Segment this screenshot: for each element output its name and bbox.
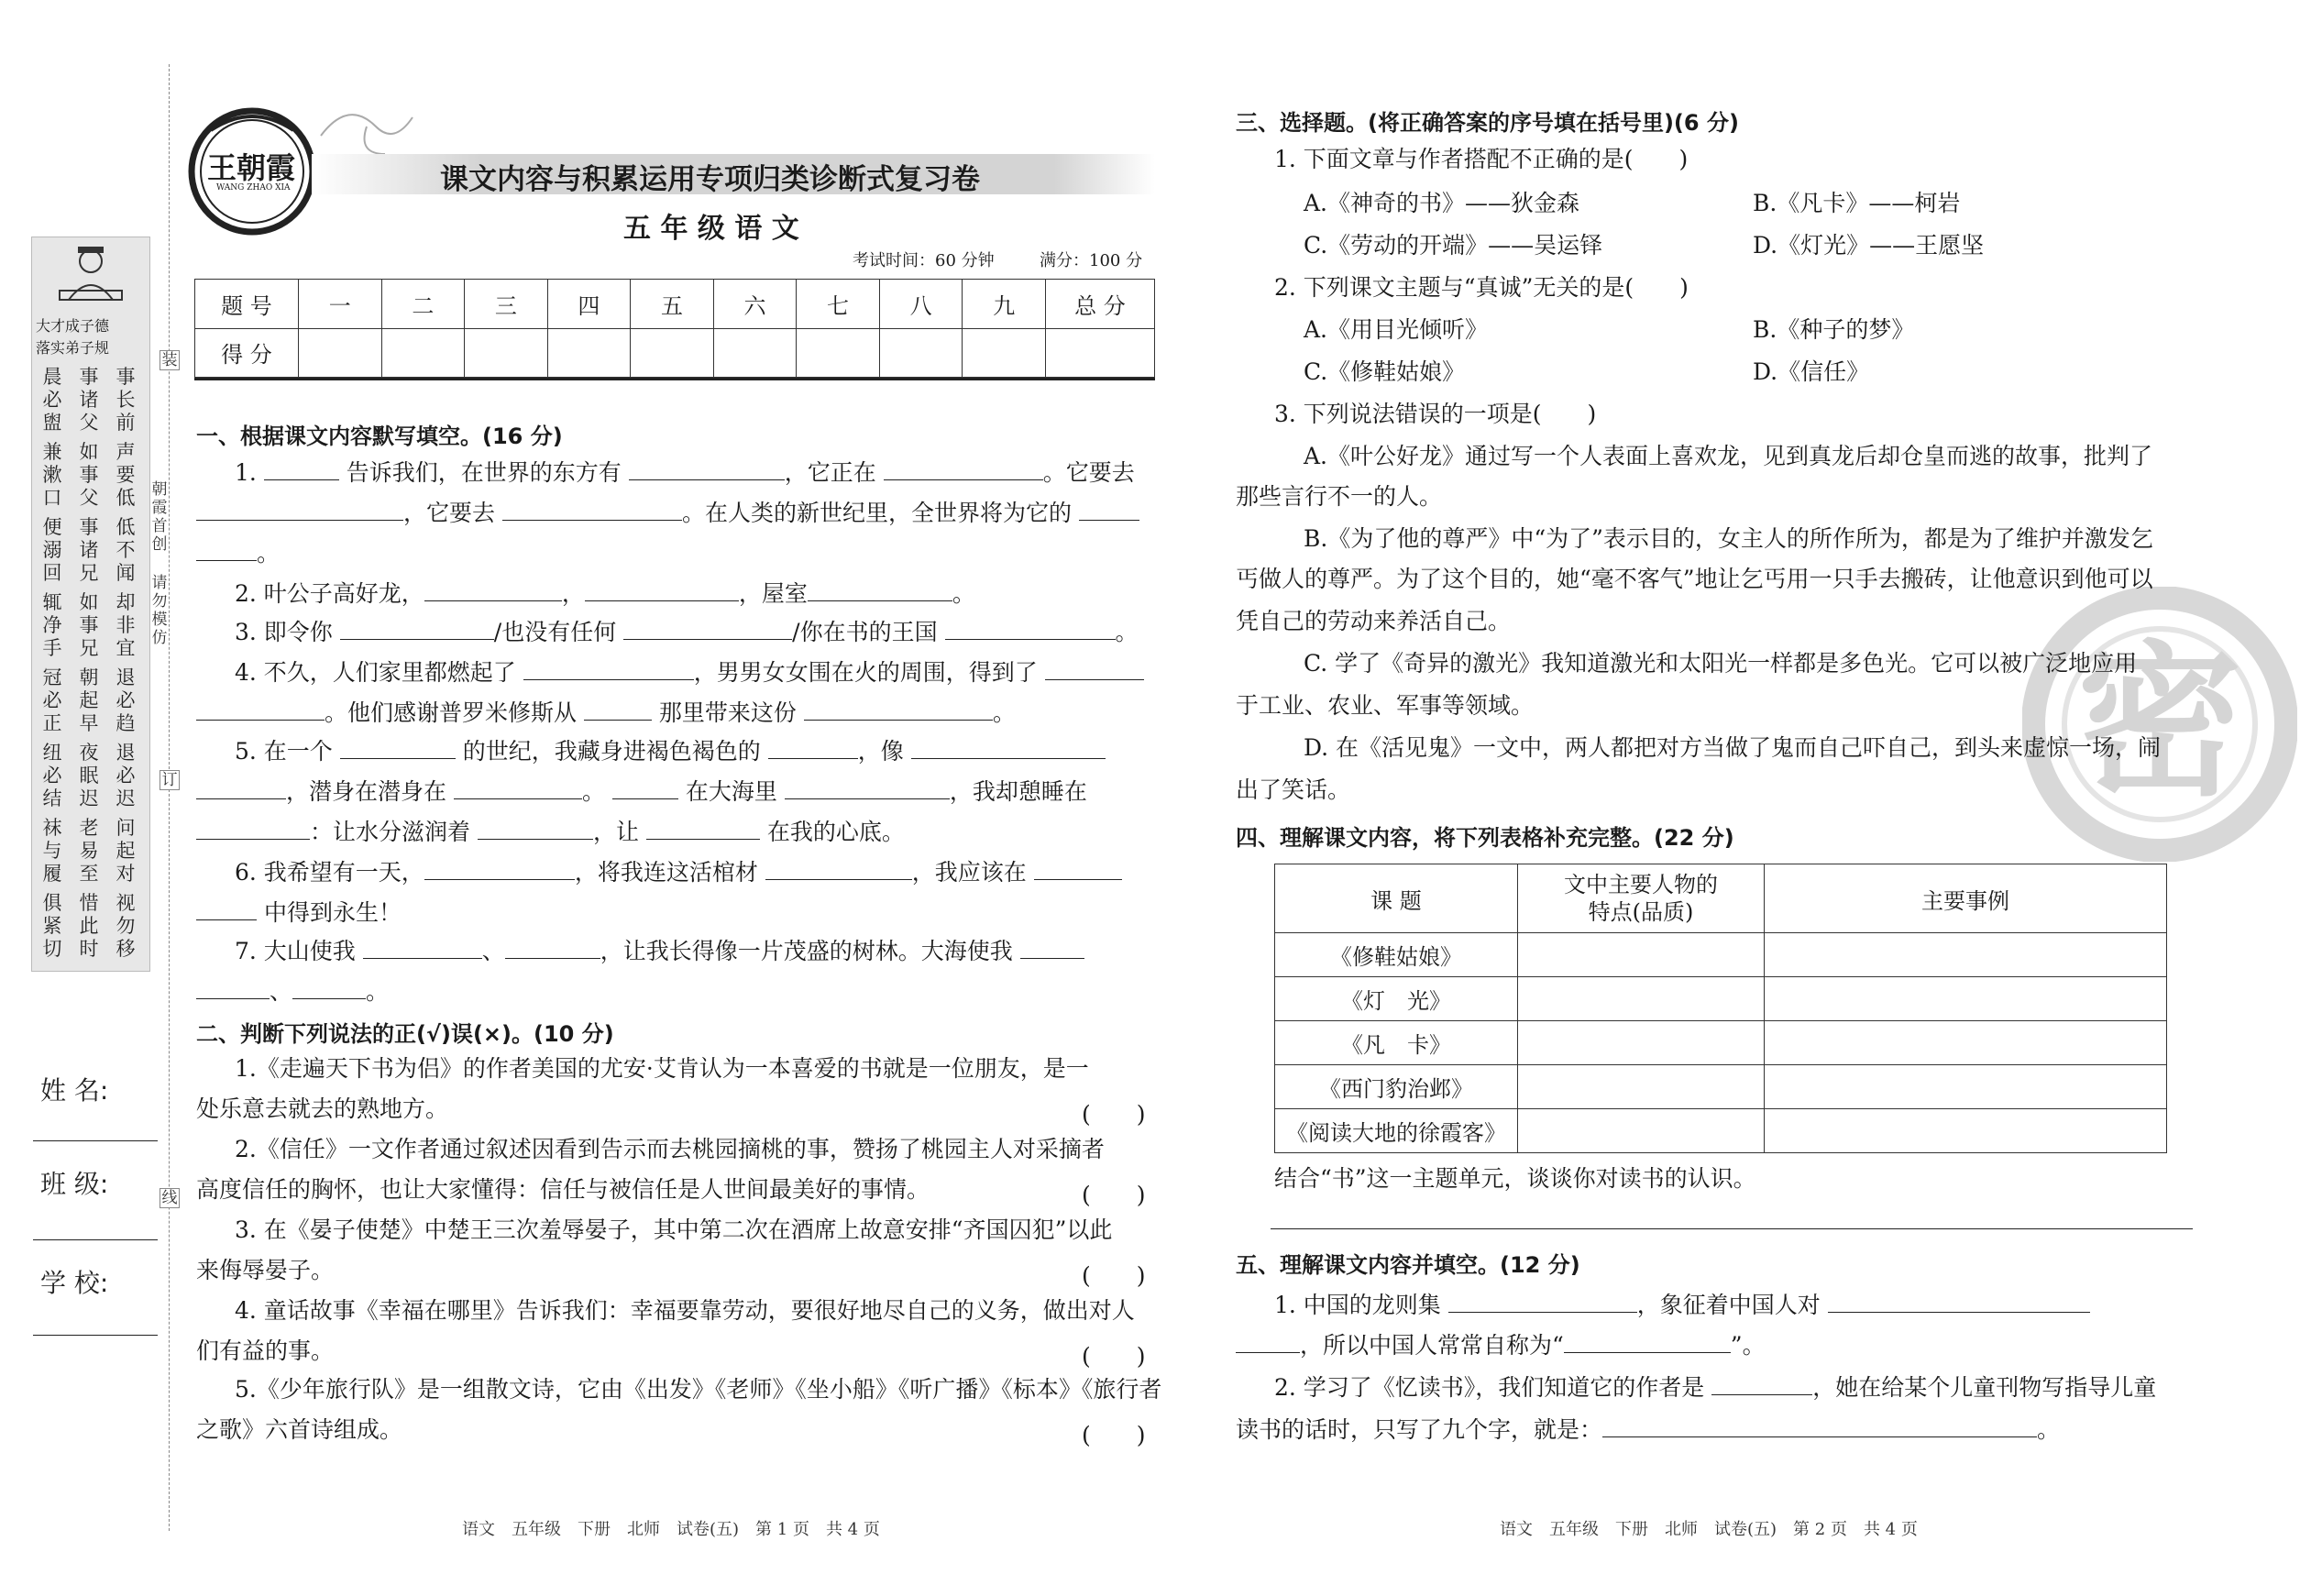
s2-q2-l1: 2.《信任》一文作者通过叙述因看到告示而去桃园摘桃的事，赞扬了桃园主人对采摘者 xyxy=(235,1136,1105,1162)
s3-q3-b-l1[interactable]: B.《为了他的尊严》中“为了”表示目的，女主人的所作所为，都是为了维护并激发乞 xyxy=(1304,525,2153,552)
s5-q2-line2: 读书的话时，只写了九个字，就是： 。 xyxy=(1236,1416,2061,1443)
section1-heading: 一、根据课文内容默写填空。(16 分) xyxy=(196,424,563,449)
blank[interactable] xyxy=(1828,1292,2090,1313)
score-cell: 七 xyxy=(797,280,880,329)
s3-q2: 2. 下列课文主题与“真诚”无关的是( ) xyxy=(1274,274,1689,301)
s2-q2-answer[interactable]: ( ) xyxy=(1082,1182,1146,1208)
s2-q4-l1: 4. 童话故事《幸福在哪里》告诉我们：幸福要靠劳动，要很好地尽自己的义务，做出对人 xyxy=(235,1297,1135,1324)
table-row xyxy=(1275,1021,2167,1065)
s5-q2-line1: 2. 学习了《忆读书》，我们知道它的作者是 ，她在给某个儿童刊物写指导儿童 xyxy=(1274,1374,2157,1401)
traits-cell[interactable] xyxy=(1518,933,1765,977)
s3-q3-a-l1[interactable]: A.《叶公好龙》通过写一个人表面上喜欢龙，见到真龙后却仓皇而逃的故事，批判了 xyxy=(1304,443,2153,469)
blank[interactable] xyxy=(523,659,694,680)
motto-column: 夜眠迟 xyxy=(79,742,99,809)
score-cell: 一 xyxy=(299,280,382,329)
s3-q3-a-l2: 那些言行不一的人。 xyxy=(1236,483,1443,510)
section4-answer-line[interactable] xyxy=(1271,1228,2193,1229)
s3-q1-option-a[interactable]: A.《神奇的书》——狄金森 xyxy=(1304,190,1580,216)
s2-q1-l1: 1.《走遍天下书为侣》的作者美国的尤安·艾肯认为一本喜爱的书就是一位朋友，是一 xyxy=(235,1055,1089,1082)
name-label: 姓 名: xyxy=(40,1075,109,1106)
col-header-traits-l2: 特点(品质) xyxy=(1588,899,1694,925)
score-input-cell[interactable] xyxy=(299,328,382,378)
examples-cell[interactable] xyxy=(1765,1109,2167,1153)
row-title: 《凡 卡》 xyxy=(1275,1021,1518,1065)
s3-q1: 1. 下面文章与作者搭配不正确的是( ) xyxy=(1274,146,1689,172)
motto-column: 兼漱口 xyxy=(42,441,62,509)
col-header-traits xyxy=(1518,864,1765,933)
row-title: 《灯 光》 xyxy=(1275,977,1518,1021)
s1-q7-line1: 7. 大山使我 、 ，让我长得像一片茂盛的树林。大海使我 xyxy=(235,935,1084,968)
s3-q1-option-b[interactable]: B.《凡卡》——柯岩 xyxy=(1753,190,1961,216)
brand-sub: WANG ZHAO XIA xyxy=(216,183,291,193)
score-cell: 六 xyxy=(713,280,797,329)
bind-mark-zhuang: 装 xyxy=(160,350,180,370)
blank[interactable] xyxy=(765,859,912,880)
motto-top-2: 落实弟子规 xyxy=(36,339,110,357)
examples-cell[interactable] xyxy=(1765,1021,2167,1065)
blank[interactable] xyxy=(424,859,575,880)
traits-cell[interactable] xyxy=(1518,1065,1765,1109)
motto-column: 视勿移 xyxy=(116,892,136,960)
bind-mark-ding: 订 xyxy=(160,770,180,790)
s3-q3-d-l1[interactable]: D. 在《活见鬼》一文中，两人都把对方当做了鬼而自己吓自己，到头来虚惊一场，闹 xyxy=(1304,734,2162,761)
row-title: 《西门豹治邺》 xyxy=(1275,1065,1518,1109)
score-input-cell[interactable] xyxy=(1046,328,1155,378)
blank[interactable] xyxy=(196,500,403,521)
examples-cell[interactable] xyxy=(1765,933,2167,977)
s5-q1-line2: ，所以中国人常常自称为“ ”。 xyxy=(1236,1329,1766,1362)
s3-q2-option-a[interactable]: A.《用目光倾听》 xyxy=(1304,316,1489,343)
blank[interactable] xyxy=(478,819,593,840)
blank[interactable] xyxy=(264,459,339,480)
score-cell: 八 xyxy=(879,280,963,329)
s2-q1-l2: 处乐意去就去的熟地方。 xyxy=(196,1095,449,1122)
s1-q6-line1: 6. 我希望有一天， ，将我连这活棺材 ，我应该在 xyxy=(235,856,1122,889)
motto-column: 低不闻 xyxy=(116,516,136,584)
blank[interactable] xyxy=(340,619,494,640)
full-score: 满分：100 分 xyxy=(1040,251,1143,270)
col-header-examples: 主要事例 xyxy=(1765,864,2167,933)
blank[interactable] xyxy=(1045,659,1144,680)
s1-q6-line2: 中得到永生！ xyxy=(196,897,402,930)
section4-table xyxy=(1274,864,2167,1153)
class-field[interactable] xyxy=(33,1239,158,1240)
score-input-cell[interactable] xyxy=(381,328,465,378)
blank[interactable] xyxy=(629,459,785,480)
s2-q5-l2: 之歌》六首诗组成。 xyxy=(196,1416,403,1443)
school-label: 学 校: xyxy=(40,1268,109,1298)
s3-q3-b-l3: 凭自己的劳动来养活自己。 xyxy=(1236,608,1512,634)
school-field[interactable] xyxy=(33,1335,158,1336)
motto-column: 问起对 xyxy=(116,817,136,885)
exam-time: 考试时间：60 分钟 xyxy=(853,251,995,270)
blank[interactable] xyxy=(623,619,792,640)
blank[interactable] xyxy=(612,778,678,799)
blank[interactable] xyxy=(1020,938,1084,959)
section4-heading: 四、理解课文内容，将下列表格补充完整。(22 分) xyxy=(1236,825,1734,851)
side-note-2: 请勿模仿 xyxy=(151,574,168,647)
score-entry-row xyxy=(195,328,1155,378)
exam-title: 课文内容与积累运用专项归类诊断式复习卷 xyxy=(440,163,980,196)
score-cell: 二 xyxy=(381,280,465,329)
score-input-cell[interactable] xyxy=(631,328,714,378)
s1-q1-line2: ，它要去 。在人类的新世纪里，全世界将为它的 xyxy=(196,497,1139,530)
blank[interactable] xyxy=(1711,1374,1812,1395)
score-cell: 总 分 xyxy=(1046,280,1155,329)
section2-heading: 二、判断下列说法的正(√)误(×)。(10 分) xyxy=(196,1021,614,1047)
examples-cell[interactable] xyxy=(1765,977,2167,1021)
s2-q5-l1: 5.《少年旅行队》是一组散文诗，它由《出发》《老师》《坐小船》《听广播》《标本》《旅行者 xyxy=(235,1376,1162,1403)
side-note-1: 朝霞首创 xyxy=(151,480,168,554)
section4-header-row xyxy=(1275,864,2167,933)
blank[interactable] xyxy=(1034,859,1122,880)
motto-column: 朝起早 xyxy=(79,666,99,734)
motto-column: 惜此时 xyxy=(79,892,99,960)
motto-column: 袜与履 xyxy=(42,817,62,885)
score-header-row xyxy=(195,280,1155,329)
name-field[interactable] xyxy=(33,1140,158,1141)
score-row-label: 得 分 xyxy=(195,328,299,378)
brand-name: 王朝霞 xyxy=(207,150,296,185)
s3-q1-option-d[interactable]: D.《灯光》——王愿坚 xyxy=(1753,232,1985,259)
score-table xyxy=(194,279,1155,378)
motto-column: 事诸父 xyxy=(79,366,99,434)
blank[interactable] xyxy=(804,699,993,721)
motto-column: 便溺回 xyxy=(42,516,62,584)
motto-column: 如事兄 xyxy=(79,591,99,659)
score-input-cell[interactable] xyxy=(547,328,631,378)
blank[interactable] xyxy=(808,580,952,601)
blank[interactable] xyxy=(505,938,600,959)
s1-q1-line1: 1. 告诉我们，在世界的东方有 ，它正在 。它要去 xyxy=(235,459,1135,486)
motto-column: 老易至 xyxy=(79,817,99,885)
blank[interactable] xyxy=(1564,1332,1731,1353)
motto-column: 事长前 xyxy=(116,366,136,434)
motto-column: 如事父 xyxy=(79,441,99,509)
blank[interactable] xyxy=(363,938,482,959)
class-label: 班 级: xyxy=(40,1169,109,1199)
table-row xyxy=(1275,1109,2167,1153)
blank[interactable] xyxy=(196,978,270,999)
binding-dashed-line xyxy=(169,64,170,1531)
s1-q4-line2: 。他们感谢普罗米修斯从 那里带来这份 。 xyxy=(196,697,1016,730)
s3-q3-c-l2: 于工业、农业、军事等领域。 xyxy=(1236,692,1535,719)
s3-q2-option-c[interactable]: C.《修鞋姑娘》 xyxy=(1304,358,1466,385)
blank[interactable] xyxy=(585,580,739,601)
s1-q1-line3: 。 xyxy=(196,537,280,570)
blank[interactable] xyxy=(196,699,325,721)
score-cell: 三 xyxy=(465,280,548,329)
row-title: 《阅读大地的徐霞客》 xyxy=(1275,1109,1518,1153)
blank[interactable] xyxy=(785,778,950,799)
section3-heading: 三、选择题。(将正确答案的序号填在括号里)(6 分) xyxy=(1236,110,1739,136)
s1-q5-line2: ，潜身在潜身在 。 在大海里 ，我却憩睡在 xyxy=(196,776,1087,809)
s3-q3-c-l1[interactable]: C. 学了《奇异的激光》我知道激光和太阳光一样都是多色光。它可以被广泛地应用 xyxy=(1304,650,2138,677)
motto-column: 声要低 xyxy=(116,441,136,509)
section4-prompt: 结合“书”这一主题单元，谈谈你对读书的认识。 xyxy=(1274,1165,1756,1192)
score-cell: 题 号 xyxy=(195,280,299,329)
blank[interactable] xyxy=(884,459,1043,480)
blank[interactable] xyxy=(1079,500,1139,521)
blank[interactable] xyxy=(646,819,760,840)
score-input-cell[interactable] xyxy=(879,328,963,378)
examples-cell[interactable] xyxy=(1765,1065,2167,1109)
traits-cell[interactable] xyxy=(1518,1109,1765,1153)
exam-subtitle: 五 年 级 语 文 xyxy=(623,213,799,245)
motto-top-1: 大才成子德 xyxy=(36,317,110,335)
header-divider xyxy=(194,378,1155,380)
s2-q3-l2: 来侮辱晏子。 xyxy=(196,1257,335,1283)
blank[interactable] xyxy=(196,778,286,799)
blank[interactable] xyxy=(945,619,1116,640)
s2-q5-answer[interactable]: ( ) xyxy=(1082,1422,1146,1448)
table-row xyxy=(1275,1065,2167,1109)
s1-q7-line2: 、 。 xyxy=(196,975,389,1008)
motto-column: 退必趋 xyxy=(116,666,136,734)
blank[interactable] xyxy=(454,778,582,799)
blank[interactable] xyxy=(584,699,652,721)
motto-column: 却非宜 xyxy=(116,591,136,659)
blank[interactable] xyxy=(196,899,257,920)
motto-column: 退必迟 xyxy=(116,742,136,809)
s1-q5-line3: ：让水分滋润着 ，让 在我的心底。 xyxy=(196,816,905,849)
s2-q3-l1: 3. 在《晏子使楚》中楚王三次羞辱晏子，其中第二次在酒席上故意安排“齐国囚犯”以此 xyxy=(235,1216,1113,1243)
s2-q1-answer[interactable]: ( ) xyxy=(1082,1101,1146,1128)
blank[interactable] xyxy=(1236,1332,1300,1353)
s1-q4-line1: 4. 不久，人们家里都燃起了 ，男男女女围在火的周围，得到了 xyxy=(235,656,1144,689)
motto-column: 冠必正 xyxy=(42,666,62,734)
s1-q2: 2. 叶公子高好龙， ， ，屋室 。 xyxy=(235,580,975,607)
s3-q3: 3. 下列说法错误的一项是( ) xyxy=(1274,401,1597,427)
s3-q1-option-c[interactable]: C.《劳动的开端》——吴运铎 xyxy=(1304,232,1603,259)
motto-column: 事诸兄 xyxy=(79,516,99,584)
motto-column: 纽必结 xyxy=(42,742,62,809)
score-input-cell[interactable] xyxy=(713,328,797,378)
blank[interactable] xyxy=(768,738,858,759)
score-cell: 四 xyxy=(547,280,631,329)
row-title: 《修鞋姑娘》 xyxy=(1275,933,1518,977)
score-cell: 九 xyxy=(963,280,1046,329)
bind-mark-xian: 线 xyxy=(160,1188,180,1208)
col-header-traits-l1: 文中主要人物的 xyxy=(1564,872,1718,897)
score-input-cell[interactable] xyxy=(963,328,1046,378)
score-cell: 五 xyxy=(631,280,714,329)
scholar-illustration-icon xyxy=(32,243,149,307)
blank[interactable] xyxy=(1448,1292,1637,1313)
motto-column: 辄净手 xyxy=(42,591,62,659)
traits-cell[interactable] xyxy=(1518,977,1765,1021)
s2-q2-l2: 高度信任的胸怀，也让大家懂得：信任与被信任是人世间最美好的事情。 xyxy=(196,1176,930,1203)
motto-column: 俱紧切 xyxy=(42,892,62,960)
s1-q5-line1: 5. 在一个 的世纪，我藏身进褐色褐色的 ，像 xyxy=(235,735,1106,768)
blank[interactable] xyxy=(911,738,1106,759)
s3-q3-b-l2: 丐做人的尊严。为了这个目的，她“毫不客气”地让乞丐用一只手去搬砖，让他意识到他可以 xyxy=(1236,566,2153,592)
table-row xyxy=(1275,977,2167,1021)
blank[interactable] xyxy=(196,819,310,840)
section5-heading: 五、理解课文内容并填空。(12 分) xyxy=(1236,1252,1580,1278)
blank[interactable] xyxy=(502,500,682,521)
table-row xyxy=(1275,933,2167,977)
traits-cell[interactable] xyxy=(1518,1021,1765,1065)
s3-q2-option-b[interactable]: B.《种子的梦》 xyxy=(1753,316,1915,343)
blank[interactable] xyxy=(424,580,562,601)
motto-panel xyxy=(31,237,150,972)
col-header-title: 课 题 xyxy=(1275,864,1518,933)
confidential-seal-text: 密 xyxy=(2077,625,2243,819)
s3-q3-d-l2: 出了笑话。 xyxy=(1236,776,1351,803)
motto-column: 晨必盥 xyxy=(42,366,62,434)
s2-q3-answer[interactable]: ( ) xyxy=(1082,1262,1146,1289)
s1-q3: 3. 即令你 /也没有任何 /你在书的王国 。 xyxy=(235,619,1139,645)
s2-q4-answer[interactable]: ( ) xyxy=(1082,1343,1146,1370)
score-input-cell[interactable] xyxy=(465,328,548,378)
blank[interactable] xyxy=(1602,1416,2037,1437)
s3-q2-option-d[interactable]: D.《信任》 xyxy=(1753,358,1870,385)
blank[interactable] xyxy=(196,540,257,561)
blank[interactable] xyxy=(340,738,456,759)
score-input-cell[interactable] xyxy=(797,328,880,378)
footer-right: 语文 五年级 下册 北师 试卷(五) 第 2 页 共 4 页 xyxy=(1500,1520,1918,1539)
footer-left: 语文 五年级 下册 北师 试卷(五) 第 1 页 共 4 页 xyxy=(462,1520,880,1539)
s5-q1-line1: 1. 中国的龙则集 ，象征着中国人对 xyxy=(1274,1289,2090,1322)
blank[interactable] xyxy=(292,978,366,999)
s2-q4-l2: 们有益的事。 xyxy=(196,1337,335,1364)
